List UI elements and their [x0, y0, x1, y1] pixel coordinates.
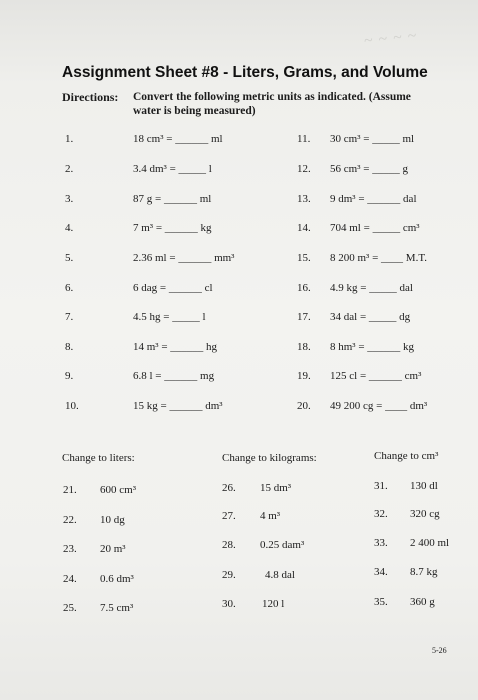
problem-text: 8 hm³ = ______ kg [330, 341, 415, 353]
problem-number: 2. [65, 163, 74, 175]
problem-number: 27. [222, 510, 236, 522]
problem-text: 87 g = ______ ml [133, 193, 212, 205]
problem-number: 33. [374, 537, 388, 549]
problem-number: 3. [65, 193, 74, 205]
problem-value: 120 l [262, 598, 285, 610]
problem-number: 28. [222, 539, 236, 551]
problem-text: 125 cl = ______ cm³ [330, 370, 422, 382]
problem-number: 19. [297, 370, 311, 382]
section-heading: Change to kilograms: [222, 452, 317, 464]
problem-number: 13. [297, 193, 311, 205]
problem-number: 17. [297, 311, 311, 323]
page-number: 5-26 [432, 646, 447, 655]
problem-text: 3.4 dm³ = _____ l [133, 163, 212, 175]
problem-number: 31. [374, 480, 388, 492]
problem-number: 4. [65, 222, 74, 234]
problem-number: 8. [65, 341, 74, 353]
directions-label: Directions: [62, 90, 119, 104]
problem-text: 6.8 l = ______ mg [133, 370, 215, 382]
problem-number: 14. [297, 222, 311, 234]
problem-number: 6. [65, 282, 74, 294]
problem-number: 15. [297, 252, 311, 264]
problem-number: 10. [65, 400, 79, 412]
problem-number: 11. [297, 133, 311, 145]
problem-text: 7 m³ = ______ kg [133, 222, 212, 234]
problem-number: 5. [65, 252, 74, 264]
problem-text: 34 dal = _____ dg [330, 311, 411, 323]
problem-number: 32. [374, 508, 388, 520]
problem-number: 23. [63, 543, 77, 555]
problem-text: 4.5 hg = _____ l [133, 311, 206, 323]
section-heading: Change to cm³ [374, 450, 439, 462]
problem-number: 12. [297, 163, 311, 175]
problem-number: 9. [65, 370, 74, 382]
problem-number: 35. [374, 596, 388, 608]
problem-number: 24. [63, 573, 77, 585]
problem-number: 18. [297, 341, 311, 353]
problem-value: 0.6 dm³ [100, 573, 134, 585]
problem-text: 30 cm³ = _____ ml [330, 133, 415, 145]
problem-value: 2 400 ml [410, 537, 450, 549]
problem-value: 0.25 dam³ [260, 539, 305, 551]
bleed-through-text: ~ ~ ~ ~ [363, 27, 419, 50]
problem-value: 15 dm³ [260, 482, 292, 494]
problem-text: 9 dm³ = ______ dal [330, 193, 417, 205]
problem-value: 20 m³ [100, 543, 126, 555]
problem-text: 18 cm³ = ______ ml [133, 133, 223, 145]
problem-number: 30. [222, 598, 236, 610]
problem-number: 25. [63, 602, 77, 614]
problem-value: 7.5 cm³ [100, 602, 134, 614]
problem-number: 7. [65, 311, 74, 323]
problem-number: 16. [297, 282, 311, 294]
problem-text: 49 200 cg = ____ dm³ [330, 400, 428, 412]
problem-number: 26. [222, 482, 236, 494]
problem-number: 21. [63, 484, 77, 496]
problem-text: 2.36 ml = ______ mm³ [133, 252, 235, 264]
problem-value: 130 dl [410, 480, 438, 492]
problem-number: 1. [65, 133, 74, 145]
problem-text: 6 dag = ______ cl [133, 282, 213, 294]
problem-value: 320 cg [410, 508, 440, 520]
problem-text: 56 cm³ = _____ g [330, 163, 408, 175]
problem-text: 14 m³ = ______ hg [133, 341, 218, 353]
problem-value: 4 m³ [260, 510, 281, 522]
problem-value: 8.7 kg [410, 566, 438, 578]
problem-number: 29. [222, 569, 236, 581]
page-title: Assignment Sheet #8 - Liters, Grams, and Volume [62, 64, 428, 81]
problem-value: 600 cm³ [100, 484, 136, 496]
problem-value: 10 dg [100, 514, 125, 526]
problem-number: 34. [374, 566, 388, 578]
problem-value: 360 g [410, 596, 435, 608]
problem-text: 4.9 kg = _____ dal [330, 282, 413, 294]
problem-value: 4.8 dal [265, 569, 295, 581]
section-heading: Change to liters: [62, 452, 135, 464]
problem-text: 15 kg = ______ dm³ [133, 400, 223, 412]
problem-number: 22. [63, 514, 77, 526]
directions-text: Convert the following metric units as indicated. (Assume water is being measured) [133, 91, 411, 117]
problem-text: 8 200 m³ = ____ M.T. [330, 252, 427, 264]
problem-number: 20. [297, 400, 311, 412]
problem-text: 704 ml = _____ cm³ [330, 222, 420, 234]
